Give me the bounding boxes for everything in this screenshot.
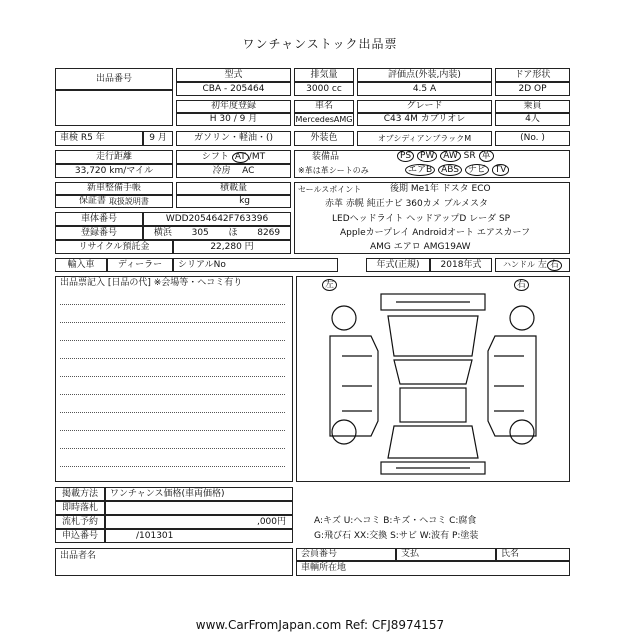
equipment-items-row1 [397,152,494,161]
handle-label: ハンドル [503,260,536,269]
diagram-right-text: 右 [514,279,529,291]
selling-point-1: 後期 Me1年 ドスタ ECO [390,184,491,194]
equip-airbag: エアB [405,164,435,176]
notes-box [55,276,293,482]
service-book-label: 新車整備手帳 [55,182,173,195]
notes-heading-text: 出品票記入 [日品の代] [60,278,151,288]
selling-point-4: Appleカープレイ Androidオート エアスカーフ [340,228,531,238]
notes-heading-note: ※会場等・ヘコミ有り [153,278,243,288]
import-label: 輸入車 [55,258,107,272]
notes-line-7 [60,412,285,413]
equip-leather: 革 [479,150,494,162]
plate-region: 横浜 [153,227,172,238]
equipment-items-row2 [405,166,509,175]
legend-row-1: A:キズ U:ヘコミ B:キズ・ヘコミ C:腐食 [314,516,477,526]
chassis-value: WDD2054642F763396 [143,212,291,226]
handle-right: 右 [547,260,562,271]
notes-line-3 [60,340,285,341]
legend-row-2: G:飛び石 XX:交換 S:サビ W:波有 P:塗装 [314,531,479,541]
sheet-title: ワンチャンストック出品票 [242,37,398,51]
member-value: /101301 [105,529,293,543]
notes-line-1 [60,304,285,305]
plate-number: 8269 [257,227,281,238]
color-label: 外装色 [294,131,354,146]
handle-row [495,258,570,272]
name-label: 氏名 [496,548,570,561]
equip-ps: PS [397,150,414,162]
selling-point-5: AMG エアロ AMG19AW [370,242,471,252]
chassis-label: 車体番号 [55,212,143,226]
method-value: ワンチャンス価格(車両価格) [105,487,293,501]
warranty-label: 保証書 [79,196,107,206]
serial-label: シリアルNo [173,258,338,272]
notes-line-5 [60,376,285,377]
transmission-at: AT [232,152,249,163]
start-label: 流札予約 [55,515,105,529]
ac-row [176,164,291,178]
load-label: 積載量 [176,182,291,195]
plate-label: 登録番号 [55,226,143,240]
warranty-row [55,195,173,208]
equip-aw: AW [440,150,461,162]
member-label: 申込番号 [55,529,105,543]
notes-heading [60,279,242,288]
recycle-value: 22,280 円 [173,240,291,254]
notes-line-2 [60,322,285,323]
equip-pw: PW [417,150,437,162]
displacement-value: 3000 cc [294,82,354,96]
import-dealer: ディーラー [107,258,173,272]
year-label: 年式(正規) [366,258,430,272]
method-label: 掲載方法 [55,487,105,501]
load-unit: kg [176,195,291,208]
listing-name-label: 出品者名 [60,551,97,561]
inspection-month: 9 月 [143,131,173,146]
diagram-left-text: 左 [322,279,337,291]
recycle-label: リサイクル預託金 [55,240,173,254]
plate-class: 305 [191,227,209,238]
notes-line-9 [60,448,285,449]
year-value: 2018年式 [430,258,492,272]
instant-value [105,501,293,515]
equip-tv: TV [492,164,510,176]
transmission-label: シフト [201,151,229,162]
mileage-row [55,164,173,178]
wheel-front-left-icon [332,306,356,330]
door-value: 2D OP [495,82,570,96]
selling-point-2: 赤革 赤幌 純正ナビ 360カメ ブルメスタ [325,199,488,209]
inspection-label: 車検 R5 年 [55,131,143,146]
fuel-type: ガソリン・軽油・() [176,131,291,146]
handle-left: 左 [537,259,547,270]
notes-line-4 [60,358,285,359]
ac-label: 冷房 [212,165,231,176]
grade-value: C43 4M カブリオレ [357,113,492,126]
capacity-value: 4人 [495,113,570,126]
equip-abs: ABS [438,164,462,176]
plate-row [143,226,291,240]
car-damage-diagram [296,276,570,482]
equip-navi: ナビ [465,164,489,176]
instant-label: 即時落札 [55,501,105,515]
transmission-mt: /MT [248,151,266,162]
wheel-rear-right-icon [510,420,534,444]
equipment-note: ※革は革シートのみ [298,166,369,175]
equip-sr: SR [463,151,476,161]
maker-label: 車名 [294,100,354,113]
model-label: 型式 [176,68,291,82]
model-value: CBA - 205464 [176,82,291,96]
buyer-number-label: 会員番号 [296,548,396,561]
maker-value: MercedesAMG [294,113,354,126]
equipment-label: 装備品 [312,152,340,162]
mileage-value: 33,720 [74,165,107,176]
lot-number-label: 出品番号 [55,68,173,90]
selling-points-label: セールスポイント [298,185,362,194]
lot-number-box [55,90,173,126]
first-reg-value: H 30 / 9 月 [176,113,291,126]
footer-reference: www.CarFromJapan.com Ref: CFJ8974157 [195,618,445,632]
plate-kana: ほ [228,227,238,238]
notes-line-6 [60,394,285,395]
selling-point-3: LEDヘッドライト ヘッドアップD レーダ SP [332,214,511,224]
start-value: ,000円 [105,515,293,529]
manual-label: 取扱説明書 [108,196,149,206]
ac-value: AC [242,165,255,176]
color-value: オブシディアンブラックM [357,131,492,146]
door-label: ドア形状 [495,68,570,82]
rating-label: 評価点(外装,内装) [357,68,492,82]
notes-line-8 [60,430,285,431]
grade-label: グレード [357,100,492,113]
rating-value: 4.5 A [357,82,492,96]
capacity-label: 乗員 [495,100,570,113]
color-number: (No. ) [495,131,570,146]
transmission-row [176,150,291,164]
listing-name-box [55,548,293,576]
first-reg-label: 初年度登録 [176,100,291,113]
wheel-front-right-icon [510,306,534,330]
mileage-unit: km/マイル [109,165,154,176]
wheel-rear-left-icon [332,420,356,444]
location-label: 車輌所在地 [296,561,570,576]
payment-label: 支払 [396,548,496,561]
displacement-label: 排気量 [294,68,354,82]
notes-line-10 [60,466,285,467]
mileage-label: 走行距離 [55,150,173,164]
